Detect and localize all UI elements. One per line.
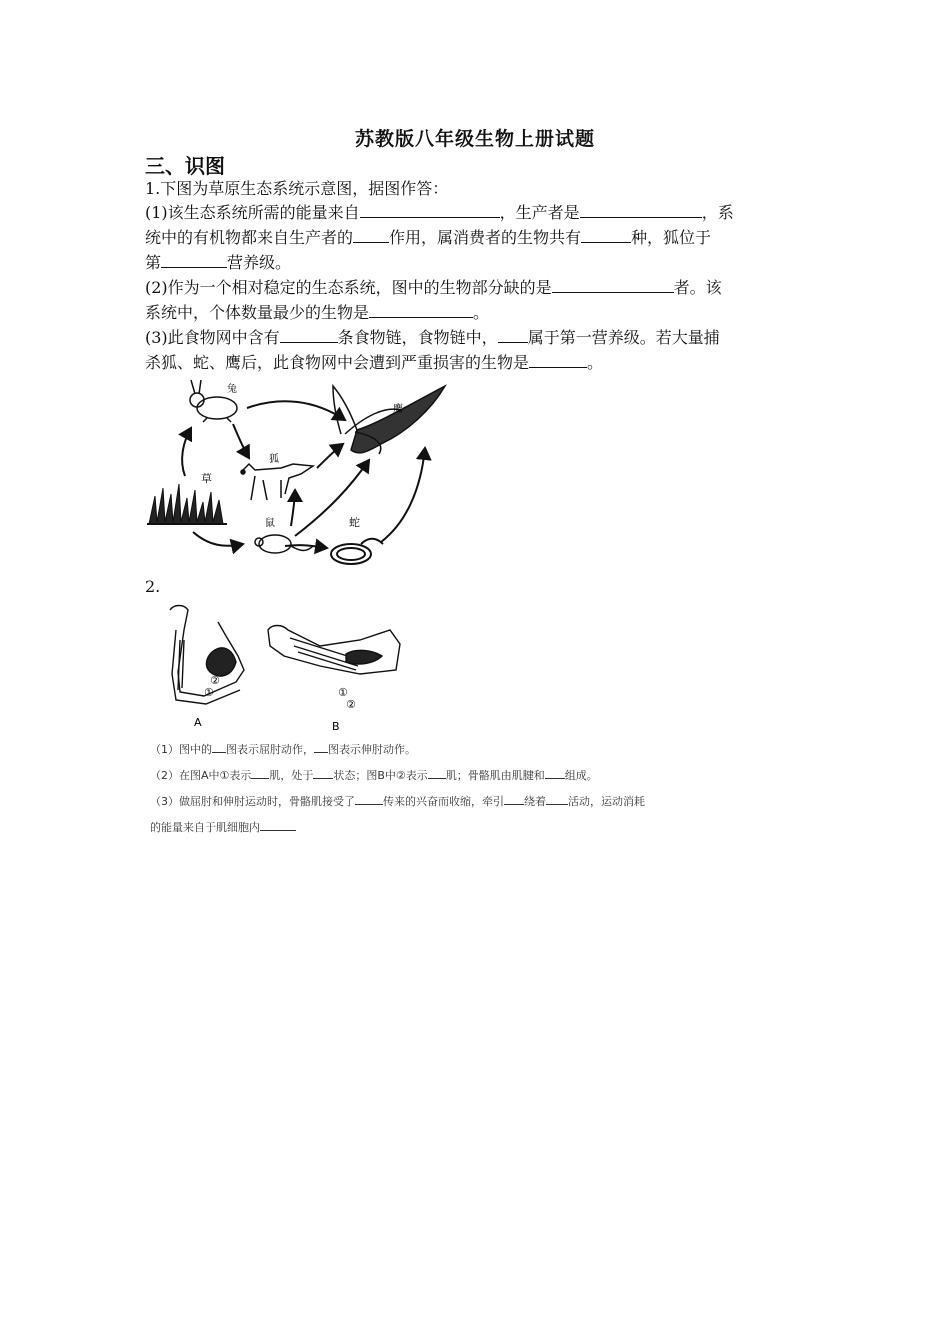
q1-text: ，生产者是 xyxy=(499,203,580,222)
arm-diagram xyxy=(160,600,410,736)
page-title: 苏教版八年级生物上册试题 xyxy=(354,128,595,150)
answer-blank[interactable] xyxy=(212,742,226,753)
q2-text: （3）做屈肘和伸肘运动时，骨骼肌接受了 xyxy=(150,795,355,808)
q2-number: 2. xyxy=(145,577,161,596)
q2-text: （2）在图A中①表示 xyxy=(150,769,252,782)
q2-line1 xyxy=(150,742,750,758)
q1-part1-line1 xyxy=(145,200,810,225)
q1-text: (3)此食物网中含有 xyxy=(145,328,280,347)
q1-text: 。 xyxy=(587,353,604,372)
q2-line4 xyxy=(150,820,750,836)
rabbit-label: 兔 xyxy=(227,384,237,395)
q1-text: 作用，属消费者的生物共有 xyxy=(389,228,582,247)
mouse-icon xyxy=(255,535,313,553)
arm-b-extended-icon xyxy=(268,626,400,675)
q1-part1-line3 xyxy=(145,250,810,275)
q1-part3-line1 xyxy=(145,325,810,350)
answer-blank[interactable] xyxy=(498,327,528,343)
marker-2: ② xyxy=(346,698,356,711)
food-web-diagram xyxy=(145,376,455,572)
q1-part2-line2 xyxy=(145,300,810,325)
q1-text: (1)该生态系统所需的能量来自 xyxy=(145,203,360,222)
fox-icon xyxy=(241,464,313,500)
figure-b-label: B xyxy=(332,720,340,733)
answer-blank[interactable] xyxy=(428,768,446,779)
answer-blank[interactable] xyxy=(161,252,227,268)
q2-text: 状态；图B中②表示 xyxy=(333,769,428,782)
q2-line3 xyxy=(150,794,750,810)
grass-icon xyxy=(147,484,227,524)
answer-blank[interactable] xyxy=(369,302,473,318)
q1-text: 。 xyxy=(473,303,490,322)
snake-icon xyxy=(331,539,383,564)
q1-text: 属于第一营养级。若大量捕 xyxy=(527,328,720,347)
q1-text: 杀狐、蛇、鹰后，此食物网中会遭到严重损害的生物是 xyxy=(145,353,530,372)
answer-blank[interactable] xyxy=(314,742,328,753)
figure-a-label: A xyxy=(194,716,202,729)
answer-blank[interactable] xyxy=(355,794,383,805)
answer-blank[interactable] xyxy=(504,794,524,805)
q2-text: 肌，处于 xyxy=(269,769,314,782)
q1-part3-line2 xyxy=(145,350,810,375)
answer-blank[interactable] xyxy=(280,327,338,343)
answer-blank[interactable] xyxy=(251,768,269,779)
answer-blank[interactable] xyxy=(260,820,296,831)
q2-text: 绕着 xyxy=(524,795,546,808)
q1-part2-line1 xyxy=(145,275,810,300)
q1-text: 条食物链，食物链中， xyxy=(337,328,498,347)
q2-text: 图表示屈肘动作， xyxy=(226,743,314,756)
answer-blank[interactable] xyxy=(581,227,631,243)
grass-label: 草 xyxy=(201,472,212,485)
q1-text: 统中的有机物都来自生产者的 xyxy=(145,228,354,247)
eagle-label: 鹰 xyxy=(393,404,403,415)
answer-blank[interactable] xyxy=(360,202,500,218)
q2-text: （1）图中的 xyxy=(150,743,212,756)
q2-text: 组成。 xyxy=(564,769,598,782)
q2-text: 肌；骨骼肌由肌腱和 xyxy=(445,769,545,782)
q2-text: 传来的兴奋而收缩，牵引 xyxy=(383,795,504,808)
marker-2: ② xyxy=(210,674,220,687)
q2-text: 活动，运动消耗 xyxy=(568,795,645,808)
snake-label: 蛇 xyxy=(349,516,360,529)
answer-blank[interactable] xyxy=(580,202,702,218)
q2-text: 图表示伸肘动作。 xyxy=(328,743,416,756)
q1-intro: 1.下图为草原生态系统示意图，据图作答： xyxy=(145,179,449,198)
eagle-icon xyxy=(333,386,445,454)
q1-part1-line2 xyxy=(145,225,810,250)
q1-text: 系统中，个体数量最少的生物是 xyxy=(145,303,370,322)
q1-text: 营养级。 xyxy=(227,253,292,272)
mouse-label: 鼠 xyxy=(265,518,275,529)
q2-line2 xyxy=(150,768,750,784)
q1-text: 者。该 xyxy=(673,278,722,297)
q1-text: (2)作为一个相对稳定的生态系统，图中的生物部分缺的是 xyxy=(145,278,552,297)
q1-text: 种，狐位于 xyxy=(631,228,712,247)
marker-1: ① xyxy=(338,686,348,699)
answer-blank[interactable] xyxy=(353,227,389,243)
q2-text: 的能量来自于肌细胞内 xyxy=(150,821,260,834)
marker-1: ① xyxy=(204,686,214,699)
q1-text: ，系 xyxy=(701,203,734,222)
answer-blank[interactable] xyxy=(313,768,333,779)
answer-blank[interactable] xyxy=(529,352,587,368)
q1-text: 第 xyxy=(145,253,162,272)
section-heading: 三、识图 xyxy=(145,154,225,178)
answer-blank[interactable] xyxy=(552,277,674,293)
answer-blank[interactable] xyxy=(546,794,568,805)
answer-blank[interactable] xyxy=(545,768,565,779)
fox-label: 狐 xyxy=(269,454,279,465)
